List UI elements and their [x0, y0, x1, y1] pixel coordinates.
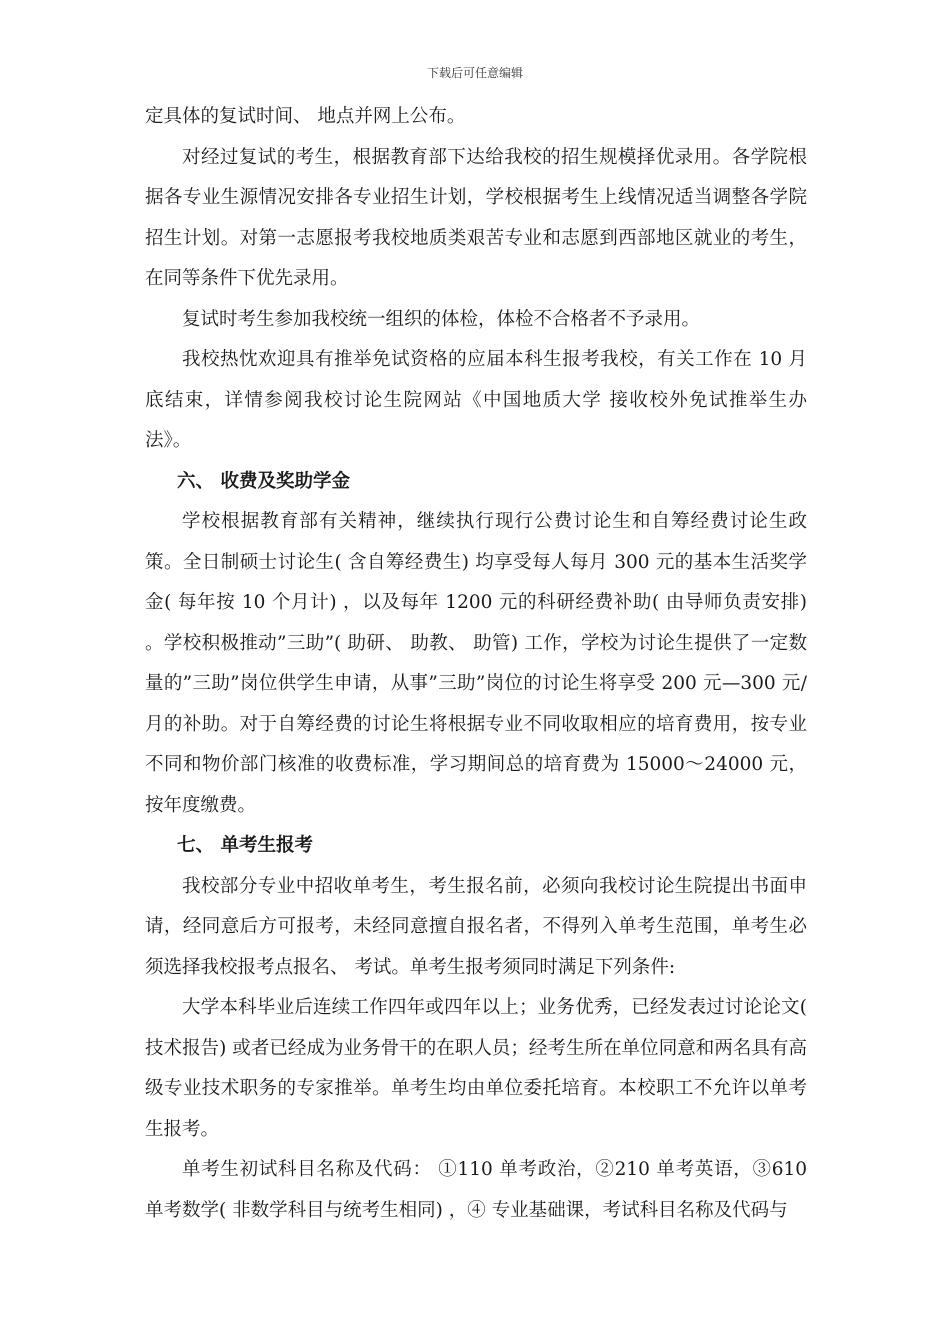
paragraph: 定具体的复试时间、 地点并网上公布。 — [145, 106, 466, 127]
paragraph: 大学本科毕业后连续工作四年或四年以上；业务优秀，已经发表过讨论论文( 技术报告) 或者已经成为业务骨干的在职人员；经考生所在单位同意和两名具有高级专业技术职务的专家推举。单考生均由单位委托培育。本校职工不允许以单考生报考。 — [145, 997, 807, 1140]
paragraph: 复试时考生参加我校统一组织的体检，体检不合格者不予录用。 — [182, 308, 701, 330]
paragraph: 我校部分专业中招收单考生，考生报名前，必须向我校讨论生院提出书面申请，经同意后方可报考，未经同意擅自报名者，不得列入单考生范围，单考生必须选择我校报考点报名、 考试。单考生报考须同时满足下列条件: — [145, 875, 807, 978]
paragraph: 我校热忱欢迎具有推举免试资格的应届本科生报考我校，有关工作在 10 月底结束，详情参阅我校讨论生院网站《中国地质大学 接收校外免试推举生办法》。 — [145, 349, 807, 451]
section-heading: 六、 收费及奖助学金 — [177, 470, 350, 492]
document-body — [145, 97, 807, 1231]
page-header: 下载后可任意编辑 — [426, 66, 523, 80]
paragraph: 单考生初试科目名称及代码： ①110 单考政治，②210 单考英语，③610 单考数学( 非数学科目与统考生相同) ，④ 专业基础课，考试科目名称及代码与 — [145, 1159, 807, 1221]
paragraph: 对经过复试的考生，根据教育部下达给我校的招生规模择优录用。各学院根据各专业生源情况安排各专业招生计划，学校根据考生上线情况适当调整各学院招生计划。对第一志愿报考我校地质类艰苦专业和志愿到西部地区就业的考生，在同等条件下优先录用。 — [145, 146, 807, 289]
paragraph: 学校根据教育部有关精神，继续执行现行公费讨论生和自筹经费讨论生政策。全日制硕士讨论生( 含自筹经费生) 均享受每人每月 300 元的基本生活奖学金( 每年按 10 个月计) ，以及每年 1200 元的科研经费补助( 由导师负责安排) 。学校积极推动”三助”( 助研、 助教、 助管) 工作，学校为讨论生提供了一定数量的”三助”岗位供学生申请，从事”三助”岗位的讨论生将享受 200 元—300 元/月的补助。对于自筹经费的讨论生将根据专业不同收取相应的培育费用，按专业不同和物价部门核准的收费标准，学习期间总的培育费为 15000～24000 元，按年度缴费。 — [145, 511, 807, 816]
section-heading: 七、 单考生报考 — [177, 835, 313, 856]
